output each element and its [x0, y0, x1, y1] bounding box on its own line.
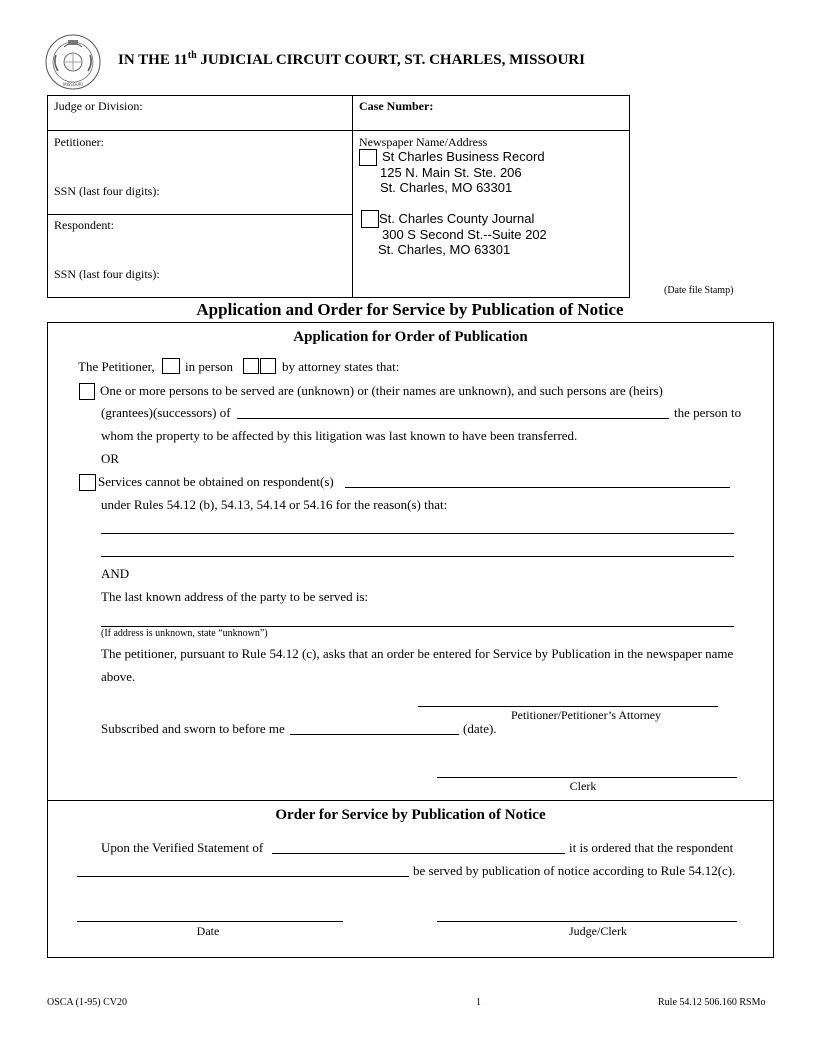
clerk-signature-field[interactable]	[437, 777, 737, 778]
sworn-date-suffix: (date).	[463, 721, 497, 736]
order-line2: be served by publication of notice according to Rule 54.12(c).	[413, 863, 736, 878]
option1-line3: whom the property to be affected by this litigation was last known to have been transferred.	[101, 428, 578, 443]
or-separator: OR	[101, 451, 120, 466]
clerk-label: Clerk	[569, 779, 597, 793]
case-number-label: Case Number:	[359, 99, 434, 113]
reason-field-2[interactable]	[101, 556, 734, 557]
svg-text:MISSOURI: MISSOURI	[63, 82, 83, 87]
grantees-of-field[interactable]	[237, 418, 669, 419]
unknown-persons-checkbox[interactable]	[79, 383, 95, 400]
sworn-label: Subscribed and sworn to before me	[101, 721, 285, 736]
verified-statement-field[interactable]	[272, 853, 565, 854]
petitioner-signature-field[interactable]	[418, 706, 718, 707]
option1-line2-a: (grantees)(successors) of	[101, 405, 231, 420]
respondents-field[interactable]	[345, 487, 730, 488]
by-attorney-checkbox-1[interactable]	[243, 358, 259, 374]
application-heading: Application for Order of Publication	[293, 329, 528, 345]
respondent-name-field[interactable]	[77, 876, 409, 877]
by-attorney-label: by attorney states that:	[282, 359, 400, 374]
in-person-label: in person	[185, 359, 234, 374]
petitioner-ssn-label: SSN (last four digits):	[54, 184, 160, 198]
order-date-label: Date	[196, 924, 220, 938]
page-number: 1	[476, 997, 481, 1008]
and-separator: AND	[101, 566, 130, 581]
form-id: OSCA (1-95) CV20	[47, 997, 128, 1008]
newspaper-1-checkbox[interactable]	[359, 149, 377, 166]
form-title: Application and Order for Service by Publication of Notice	[196, 300, 624, 319]
reason-field-1[interactable]	[101, 533, 734, 534]
by-attorney-checkbox-2[interactable]	[260, 358, 276, 374]
sworn-date-field[interactable]	[290, 734, 459, 735]
order-line1-b: it is ordered that the respondent	[569, 840, 734, 855]
respondent-label: Respondent:	[54, 218, 114, 232]
newspaper-2-checkbox[interactable]	[361, 210, 379, 228]
newspaper-2-address: 300 S Second St.--Suite 202	[382, 227, 547, 242]
newspaper-2-city: St. Charles, MO 63301	[378, 242, 511, 257]
option1-line1: One or more persons to be served are (unknown) or (their names are unknown), and such persons are (heirs)	[100, 383, 663, 398]
date-file-stamp-label: (Date file Stamp)	[664, 285, 734, 296]
option2-line1: Services cannot be obtained on respondent(s)	[98, 474, 334, 489]
rule-reference: Rule 54.12 506.160 RSMo	[658, 997, 766, 1008]
newspaper-1-address: 125 N. Main St. Ste. 206	[380, 165, 522, 180]
petitioner-signature-label: Petitioner/Petitioner’s Attorney	[510, 708, 662, 722]
petitioner-label: Petitioner:	[54, 135, 104, 149]
respondent-ssn-label: SSN (last four digits):	[54, 267, 160, 281]
address-note: (If address is unknown, state “unknown”)	[101, 628, 268, 639]
option1-line2-b: the person to	[674, 405, 742, 420]
newspaper-1-city: St. Charles, MO 63301	[380, 180, 513, 195]
order-heading: Order for Service by Publication of Notice	[275, 807, 546, 823]
pursuant-line2: above.	[101, 669, 136, 684]
order-date-field[interactable]	[77, 921, 343, 922]
address-field[interactable]	[101, 626, 734, 627]
in-person-checkbox[interactable]	[162, 358, 180, 374]
order-line1-a: Upon the Verified Statement of	[101, 840, 264, 855]
newspaper-2-name: St. Charles County Journal	[379, 211, 535, 226]
judge-clerk-signature-field[interactable]	[437, 921, 737, 922]
petitioner-prefix: The Petitioner,	[78, 359, 155, 374]
judge-clerk-label: Judge/Clerk	[569, 924, 627, 938]
option2-line2: under Rules 54.12 (b), 54.13, 54.14 or 54.16 for the reason(s) that:	[101, 497, 448, 512]
pursuant-line1: The petitioner, pursuant to Rule 54.12 (c), asks that an order be entered for Service by Publication in the newspaper name	[101, 646, 734, 661]
judge-division-label: Judge or Division:	[54, 99, 143, 113]
newspaper-label: Newspaper Name/Address	[359, 135, 488, 149]
service-failed-checkbox[interactable]	[79, 474, 96, 491]
address-label: The last known address of the party to be served is:	[101, 589, 369, 604]
missouri-seal	[42, 33, 104, 91]
court-title: IN THE 11th JUDICIAL CIRCUIT COURT, ST. CHARLES, MISSOURI	[118, 50, 585, 68]
newspaper-1-name: St Charles Business Record	[382, 149, 545, 164]
